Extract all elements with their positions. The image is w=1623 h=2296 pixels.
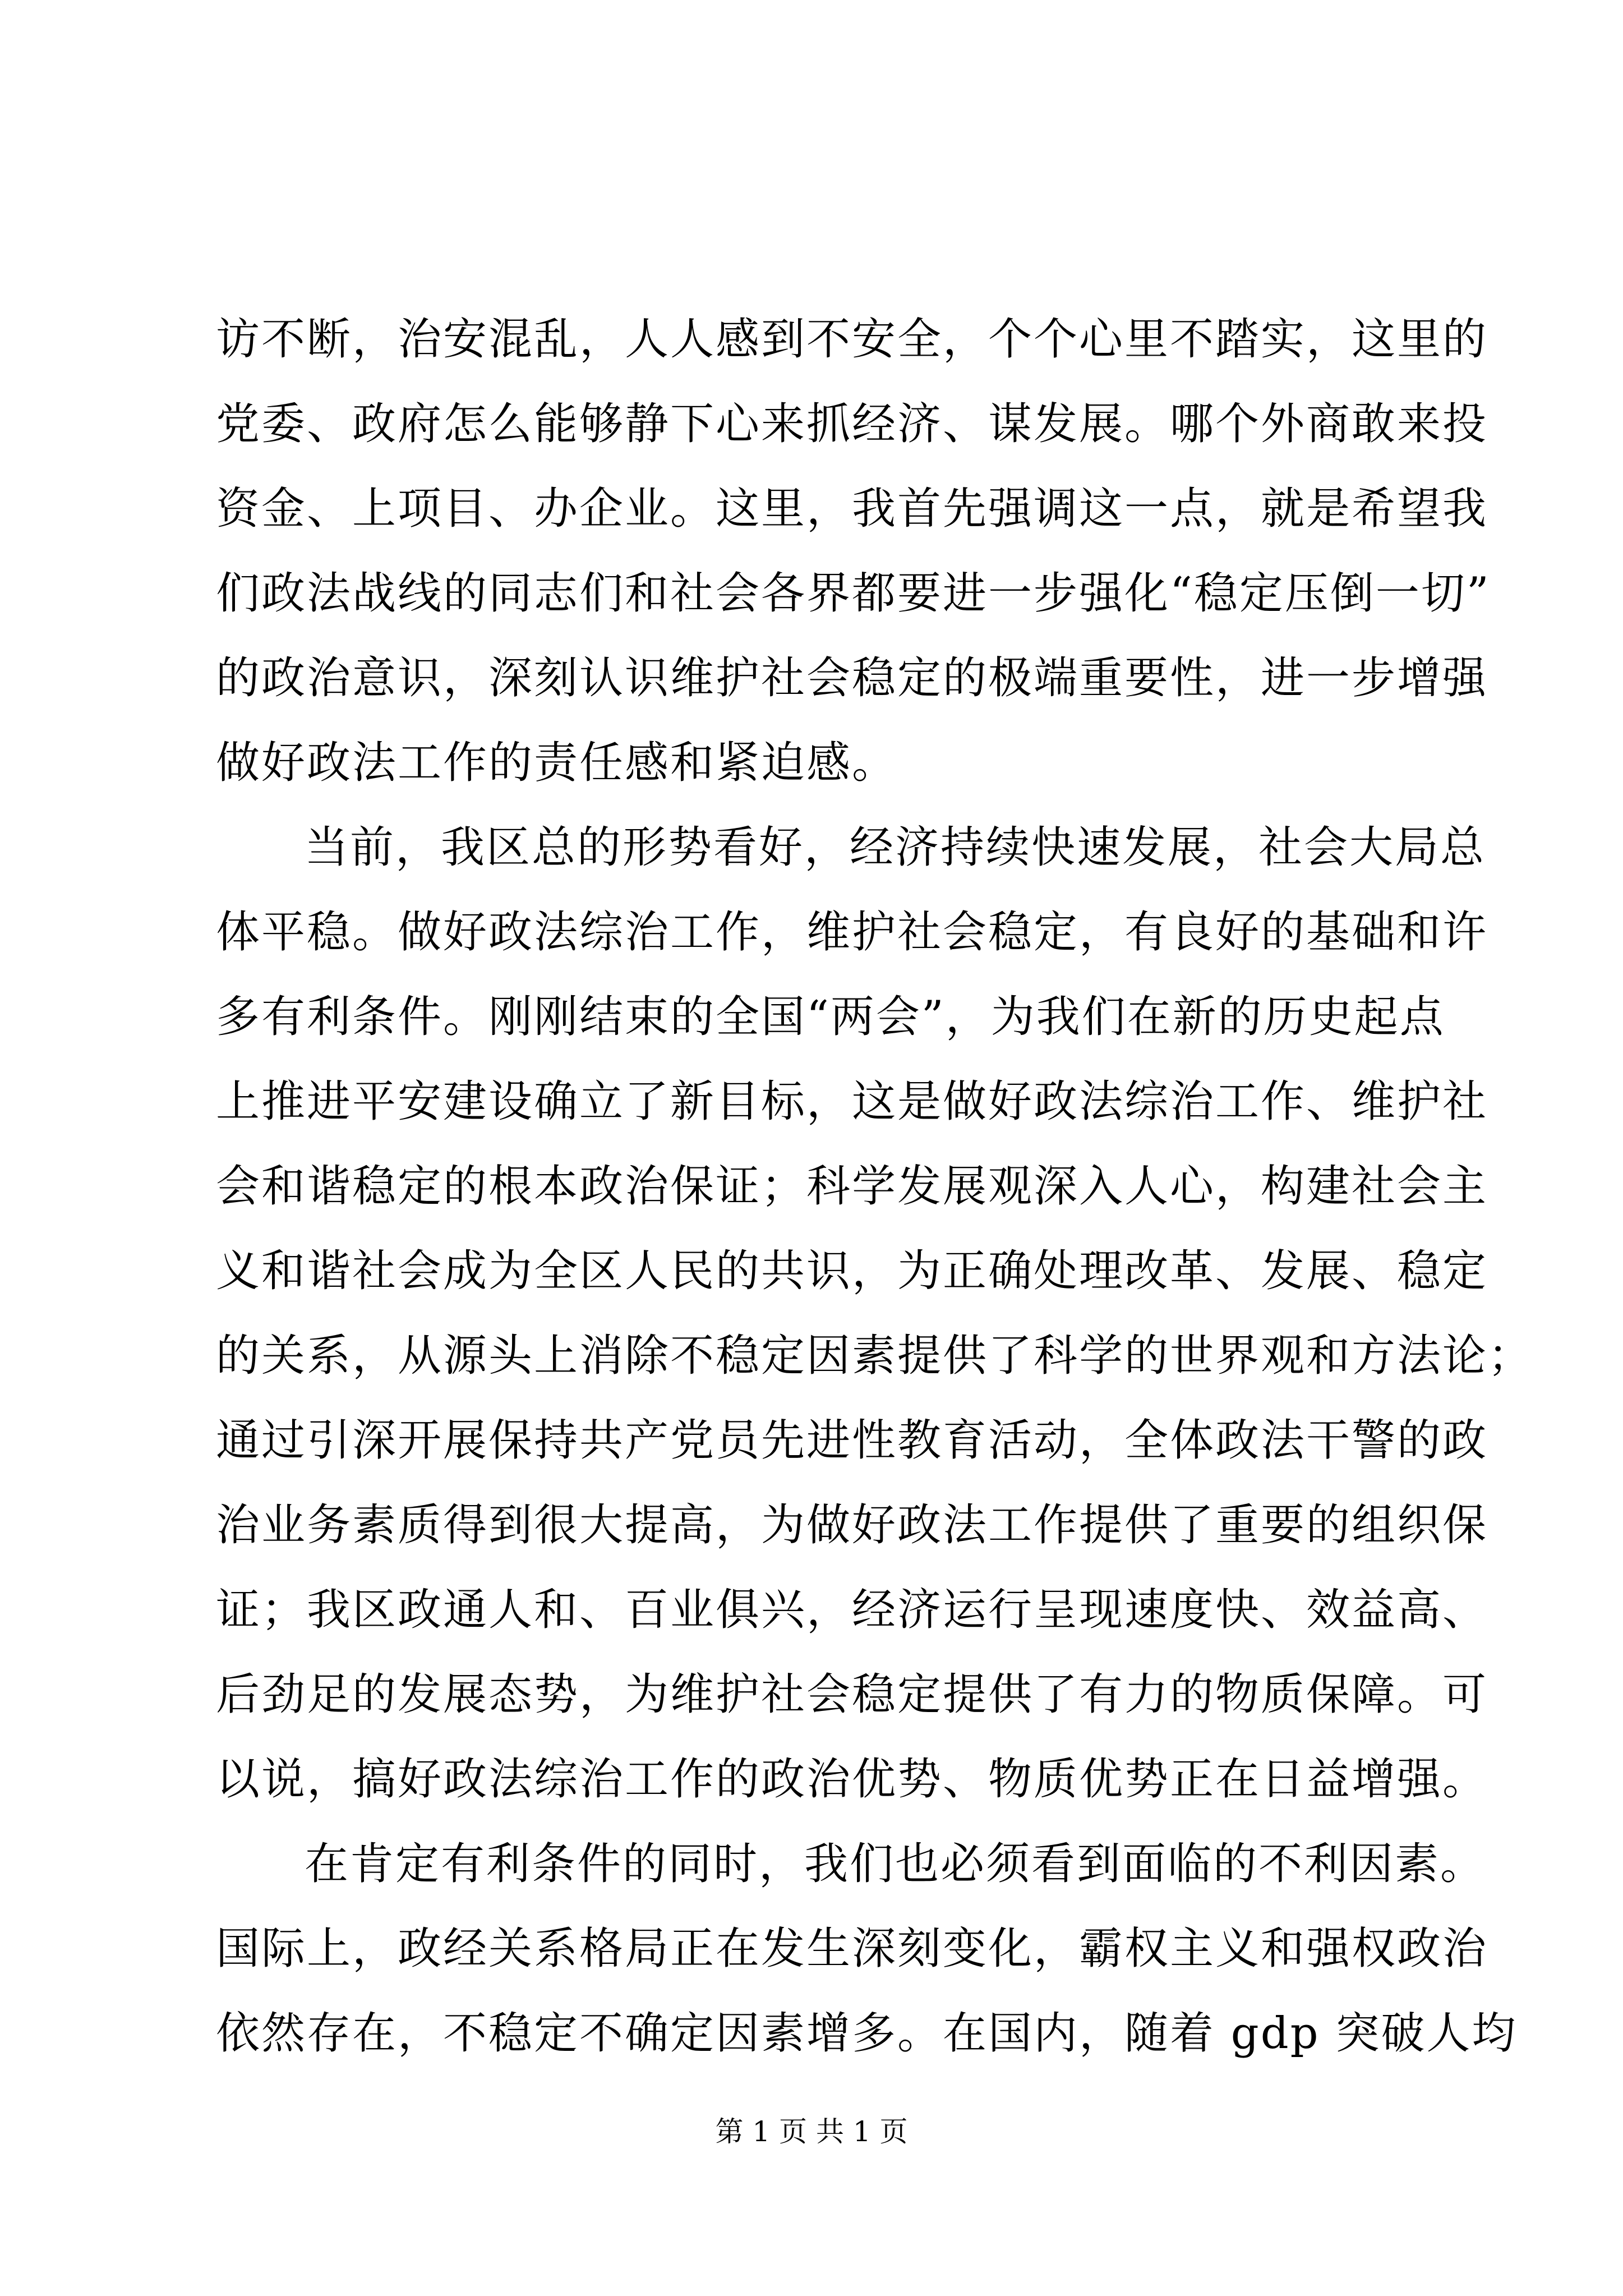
text-line: 多有利条件。刚刚结束的全国“两会”，为我们在新的历史起点 xyxy=(216,992,1445,1042)
text-line: 们政法战线的同志们和社会各界都要进一步强化“稳定压倒一切” xyxy=(216,568,1491,619)
text-line: 体平稳。做好政法综治工作，维护社会稳定，有良好的基础和许 xyxy=(216,907,1488,958)
text-line: 的政治意识，深刻认识维护社会稳定的极端重要性，进一步增强 xyxy=(216,653,1488,703)
text-line: 资金、上项目、办企业。这里，我首先强调这一点，就是希望我 xyxy=(216,484,1488,534)
text-line: 上推进平安建设确立了新目标，这是做好政法综治工作、维护社 xyxy=(216,1076,1488,1127)
text-line: 访不断，治安混乱，人人感到不安全，个个心里不踏实，这里的 xyxy=(216,314,1488,365)
text-line: 做好政法工作的责任感和紧迫感。 xyxy=(216,738,898,788)
text-line: 以说，搞好政法综治工作的政治优势、物质优势正在日益增强。 xyxy=(216,1754,1488,1805)
page-footer xyxy=(0,2115,1623,2148)
text-line: 通过引深开展保持共产党员先进性教育活动，全体政法干警的政 xyxy=(216,1415,1488,1466)
text-line: 会和谐稳定的根本政治保证；科学发展观深入人心，构建社会主 xyxy=(216,1161,1488,1212)
paragraph-first-line: 当前，我区总的形势看好，经济持续快速发展，社会大局总 xyxy=(305,822,1486,873)
text-line: 义和谐社会成为全区人民的共识，为正确处理改革、发展、稳定 xyxy=(216,1246,1488,1296)
text-line: 治业务素质得到很大提高，为做好政法工作提供了重要的组织保 xyxy=(216,1500,1488,1550)
page-number-label: 第 1 页 共 1 页 xyxy=(715,2115,908,2148)
document-body xyxy=(216,297,1534,2076)
text-line: 的关系，从源头上消除不稳定因素提供了科学的世界观和方法论； xyxy=(216,1331,1534,1381)
text-line: 国际上，政经关系格局正在发生深刻变化，霸权主义和强权政治 xyxy=(216,1924,1488,1974)
paragraph-first-line: 在肯定有利条件的同时，我们也必须看到面临的不利因素。 xyxy=(305,1839,1486,1889)
text-line: 依然存在，不稳定不确定因素增多。在国内，随着 gdp 突破人均 xyxy=(216,2008,1518,2059)
text-line: 证；我区政通人和、百业俱兴，经济运行呈现速度快、效益高、 xyxy=(216,1585,1488,1635)
text-line: 党委、政府怎么能够静下心来抓经济、谋发展。哪个外商敢来投 xyxy=(216,399,1488,449)
text-line: 后劲足的发展态势，为维护社会稳定提供了有力的物质保障。可 xyxy=(216,1669,1488,1720)
